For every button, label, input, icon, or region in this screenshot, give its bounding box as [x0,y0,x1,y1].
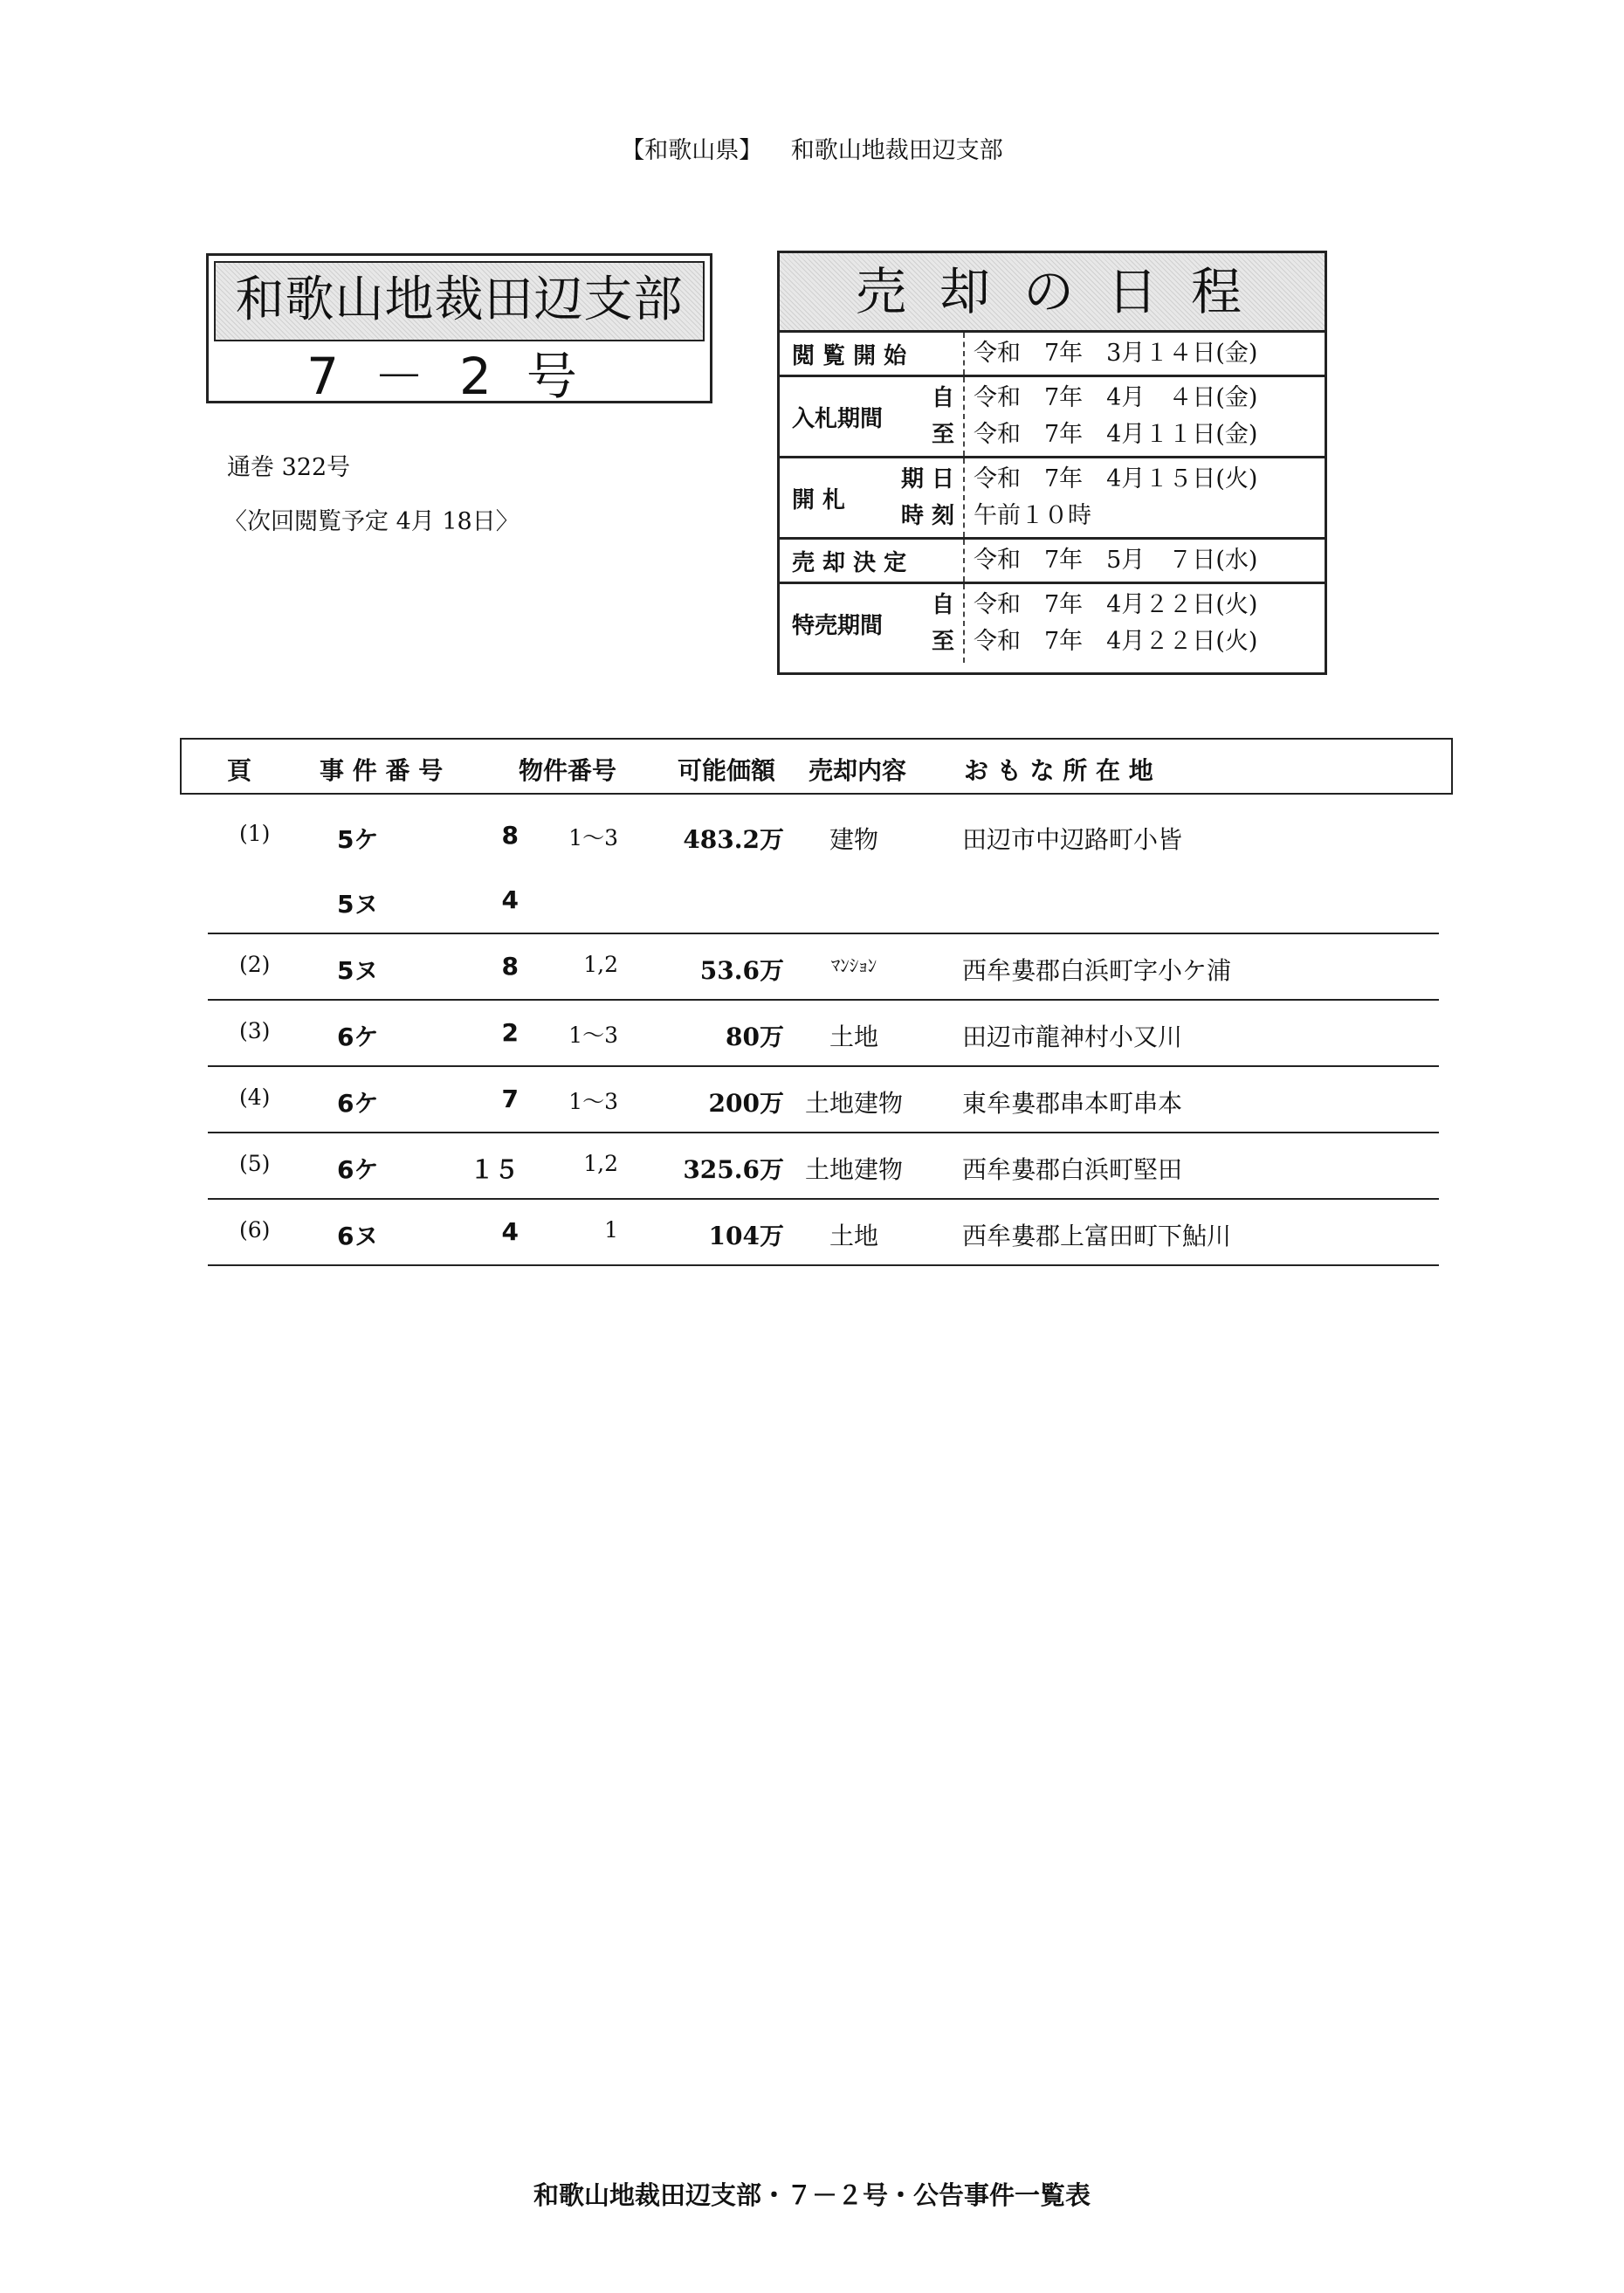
schedule-date: 令和 7年 3月１４日(金) [974,340,1258,367]
court-title: 和歌山地裁田辺支部 [214,261,705,341]
col-sale-type: 売却内容 [809,756,907,785]
schedule-label: 閲 覧 開 始 [792,343,907,369]
sale-type: 土地建物 [804,1155,903,1184]
case-serial: 7 [501,1085,519,1113]
schedule-date: 令和 7年 4月２２日(火) [974,628,1258,655]
schedule-sublabel: 時 刻 [900,503,954,529]
schedule-label-cell [780,377,965,456]
minimum-price: 483.2万 [683,825,784,854]
schedule-row [780,333,1325,377]
schedule-date: 令和 7年 4月 ４日(金) [974,384,1258,411]
page-ref: (2) [239,952,271,977]
case-serial: 4 [501,1217,519,1246]
minimum-price: 104万 [708,1222,784,1250]
schedule-sublabel: 至 [931,422,954,448]
case-number: 6ヌ [337,1222,379,1250]
case-serial: 8 [501,821,519,850]
schedule-row [780,377,1325,458]
listing-table [208,803,1439,1266]
issue-number: 7－2号 [306,347,612,406]
col-case-number: 事 件 番 号 [320,756,444,785]
case-serial: 4 [501,885,519,914]
case-serial: 2 [501,1018,519,1047]
schedule-label: 売 却 決 定 [792,550,907,576]
property-address: 西牟婁郡白浜町堅田 [962,1155,1183,1184]
schedule-sublabel: 自 [931,385,954,411]
col-page: 頁 [227,756,252,785]
schedule-date: 令和 7年 4月２２日(火) [974,591,1258,618]
next-viewing-date: 〈次回閲覧予定 4月 18日〉 [224,508,520,535]
property-address: 田辺市中辺路町小皆 [962,825,1183,854]
schedule-date: 令和 7年 5月 ７日(水) [974,547,1258,574]
schedule-label: 入札期間 [792,406,884,432]
item-numbers: 1,2 [583,952,618,977]
case-number: 5ヌ [337,956,379,985]
case-number: 5ケ [337,825,379,854]
schedule-label-cell [780,584,965,663]
table-row [208,1133,1439,1200]
item-numbers: 1～3 [568,1089,618,1114]
minimum-price: 53.6万 [699,956,784,985]
sale-type: 土地 [829,1023,878,1051]
prefecture-label: 【和歌山県】 [621,137,763,164]
page-ref: (4) [239,1085,271,1110]
table-row [208,803,1439,868]
minimum-price: 325.6万 [683,1155,784,1184]
page-ref: (6) [239,1217,271,1243]
table-row [208,868,1439,934]
listing-header [180,738,1453,795]
schedule-label-cell [780,458,965,537]
schedule-label-cell [780,540,965,582]
item-numbers: 1,2 [583,1151,618,1176]
schedule-sublabel: 至 [931,629,954,655]
case-serial: １５ [469,1155,519,1184]
property-address: 東牟婁郡串本町串本 [962,1089,1183,1118]
page-ref: (1) [239,821,271,846]
schedule-sublabel: 期 日 [900,466,954,492]
col-item-number: 物件番号 [519,756,617,785]
page-footer: 和歌山地裁田辺支部・７－２号・公告事件一覧表 [533,2180,1091,2210]
item-numbers: 1 [604,1217,618,1243]
sale-type: 土地 [829,1222,878,1250]
schedule-date: 令和 7年 4月１５日(火) [974,465,1258,492]
case-serial: 8 [501,952,519,981]
case-number: 6ケ [337,1089,379,1118]
schedule-row [780,458,1325,540]
property-address: 田辺市龍神村小又川 [962,1023,1183,1051]
page-ref: (3) [239,1018,271,1043]
page-header [0,131,1624,165]
schedule-row [780,584,1325,663]
schedule-date: 午前１０時 [974,502,1091,529]
schedule-heading: 売却の日程 [780,253,1325,333]
col-price: 可能価額 [678,756,776,785]
sale-type: 建物 [829,825,878,854]
title-box [206,253,712,406]
case-number: 6ケ [337,1023,379,1051]
minimum-price: 80万 [726,1023,784,1051]
table-row [208,1001,1439,1067]
schedule-label: 開 札 [792,487,846,513]
item-numbers: 1～3 [568,825,618,850]
item-numbers: 1～3 [568,1023,618,1048]
court-label: 和歌山地裁田辺支部 [790,137,1003,164]
sale-type: 土地建物 [804,1089,903,1118]
sale-type: ﾏﾝｼｮﾝ [830,955,877,976]
schedule-label: 特売期間 [792,613,884,639]
table-row [208,1067,1439,1133]
table-row [208,934,1439,1001]
col-address: お も な 所 在 地 [964,756,1153,785]
schedule-sublabel: 自 [931,592,954,618]
case-number: 5ヌ [337,890,379,919]
schedule-date: 令和 7年 4月１１日(金) [974,421,1258,448]
volume-number: 通巻 322号 [227,454,351,481]
property-address: 西牟婁郡上富田町下鮎川 [962,1222,1232,1250]
table-row [208,1200,1439,1266]
minimum-price: 200万 [708,1089,784,1118]
schedule-row [780,540,1325,584]
schedule-label-cell [780,333,965,375]
property-address: 西牟婁郡白浜町字小ケ浦 [962,956,1232,985]
case-number: 6ケ [337,1155,379,1184]
sale-schedule-box [777,251,1327,675]
page-ref: (5) [239,1151,271,1176]
